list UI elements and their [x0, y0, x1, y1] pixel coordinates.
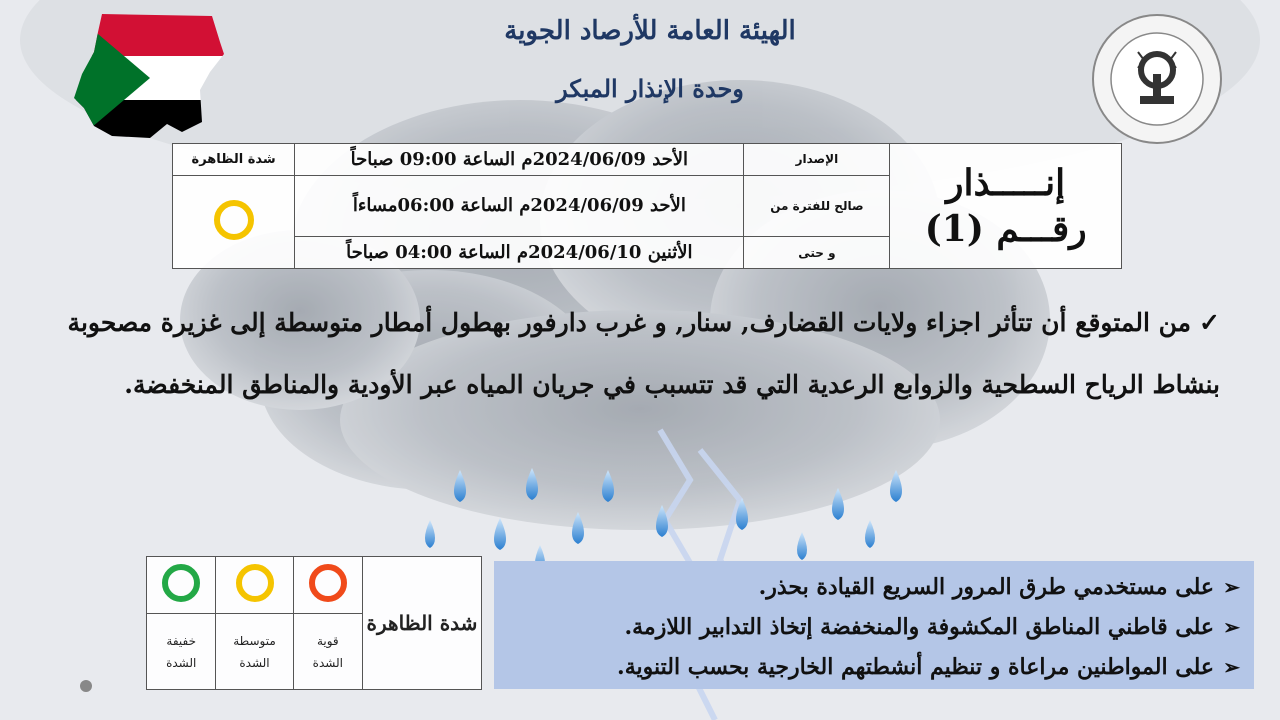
legend-strong-icon-cell	[293, 557, 362, 614]
warning-info-table	[172, 143, 1122, 269]
legend-light-icon-cell	[147, 557, 216, 614]
advice-box	[494, 561, 1254, 689]
arrow-bullet-icon: ➢	[1223, 655, 1240, 679]
legend-moderate-label	[216, 614, 293, 690]
issue-label: الإصدار	[744, 144, 890, 176]
severity-header: شدة الظاهرة	[173, 144, 295, 176]
advice-item-text: على مستخدمي طرق المرور السريع القيادة بحذر.	[758, 574, 1214, 600]
legend-light-label	[147, 614, 216, 690]
legend-light-label1: خفيفة	[166, 633, 197, 648]
severity-indicator-cell	[173, 175, 295, 268]
legend-moderate-icon-cell	[216, 557, 293, 614]
advice-item	[504, 567, 1240, 607]
meteorological-authority-logo	[1090, 12, 1224, 146]
moderate-severity-circle-icon	[236, 564, 274, 602]
legend-strong-label2: الشدة	[312, 655, 343, 670]
advice-item-text: على المواطنين مراعاة و تنظيم أنشطتهم الخارجية بحسب التنوية.	[617, 654, 1214, 680]
advice-item-text: على قاطني المناطق المكشوفة والمنخفضة إتخاذ التدابير اللازمة.	[624, 614, 1214, 640]
legend-moderate-label2: الشدة	[239, 655, 270, 670]
warning-title	[890, 144, 1122, 269]
sudan-flag-map-icon	[72, 12, 232, 144]
legend-strong-label	[293, 614, 362, 690]
strong-severity-circle-icon	[309, 564, 347, 602]
forecast-text	[40, 292, 1220, 416]
legend-header: شدة الظاهرة	[363, 557, 482, 690]
warning-title-line1: إنـــــذار	[946, 162, 1066, 204]
legend-light-label2: الشدة	[166, 655, 197, 670]
advice-item	[504, 647, 1240, 687]
warning-number: رقـــم (1)	[924, 208, 1087, 250]
light-severity-circle-icon	[162, 564, 200, 602]
severity-legend-table	[146, 556, 482, 690]
severity-circle-icon	[214, 200, 254, 240]
legend-strong-label1: قوية	[316, 633, 339, 648]
unit-title: وحدة الإنذار المبكر	[556, 74, 744, 103]
valid-from-value: الأحد 2024/06/09م الساعة 06:00مساءاً	[295, 175, 744, 237]
valid-from-label: صالح للفترة من	[744, 175, 890, 237]
legend-moderate-label1: متوسطة	[233, 633, 276, 648]
valid-to-label: و حتى	[744, 237, 890, 269]
forecast-paragraph: من المتوقع أن تتأثر اجزاء ولايات القضارف, سنار, و غرب دارفور بهطول أمطار متوسطة إلى غزيرة مصحوبة بنشاط الرياح السطحية والزوابع الرعدية التي قد تتسبب في جريان المياه عبر الأودية والمناطق المنخفضة.	[67, 308, 1220, 399]
check-icon: ✓	[1199, 308, 1220, 337]
arrow-bullet-icon: ➢	[1223, 615, 1240, 639]
slide-nav-dot[interactable]	[80, 680, 92, 692]
issue-value: الأحد 2024/06/09م الساعة 09:00 صباحاً	[295, 144, 744, 176]
advice-item	[504, 607, 1240, 647]
organization-title: الهيئة العامة للأرصاد الجوية	[504, 16, 796, 46]
valid-to-value: الأثنين 2024/06/10م الساعة 04:00 صباحاً	[295, 237, 744, 269]
arrow-bullet-icon: ➢	[1223, 575, 1240, 599]
